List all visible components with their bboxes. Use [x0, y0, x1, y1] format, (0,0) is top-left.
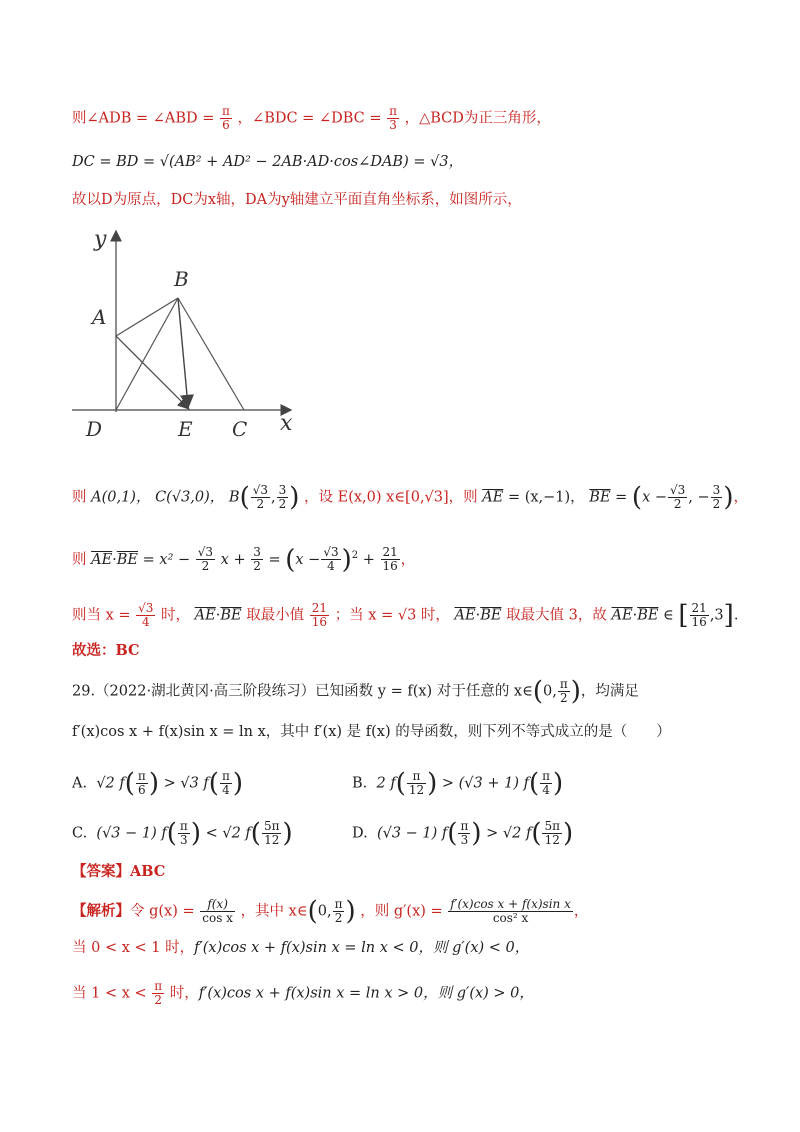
- coordinate-figure: [70, 220, 310, 450]
- question-29-line-1: 29.（2022·湖北黄冈·高三阶段练习）已知函数 y = f(x) 对于任意的 x∈(0, $\frac{\pi}{2}$ )，均满足: [72, 676, 639, 707]
- fraction: $\frac{\pi}{6}$: [222, 104, 230, 132]
- segment-AB: [116, 298, 178, 336]
- option-A[interactable]: A. √2 f( $\frac{\pi}{6}$ ) > √3 f( $\frac{\pi}{4}$ ): [72, 768, 243, 799]
- solution-extremes: 则当 x = $\frac{√3}{4}$ 时， $\overline{AE}\cdot\overline{BE}$ 取最小值 $\frac{21}{16}$ ；当 x = √3 时， $\overline{AE}\cdot\overline{BE}$ 取最大值 3，故 $\overline{AE}\cdot\overline{BE}$ ∈ [ $\frac{21}{16}$ ,3].: [72, 600, 739, 631]
- label-E: E: [178, 417, 193, 441]
- label-D: D: [86, 417, 103, 441]
- label-B: B: [174, 267, 189, 291]
- analysis-line-3: 当 1 < x < $\frac{\pi}{2}$ 时，f′(x)cos x + f(x)sin x = ln x > 0，则 g′(x) > 0，: [72, 979, 534, 1007]
- analysis-line-2: 当 0 < x < 1 时，f′(x)cos x + f(x)sin x = ln x < 0，则 g′(x) < 0，: [72, 940, 530, 956]
- segment-BC: [178, 298, 244, 410]
- option-C[interactable]: C. (√3 − 1) f( $\frac{\pi}{3}$ ) < √2 f( $\frac{5\pi}{12}$ ): [72, 818, 293, 849]
- question-29-line-2: f′(x)cos x + f(x)sin x = ln x，其中 f′(x) 是 f(x) 的导函数，则下列不等式成立的是（ ）: [72, 724, 671, 740]
- segment-DB: [116, 298, 178, 410]
- solution-line-3: 故以D为原点，DC为x轴，DA为y轴建立平面直角坐标系，如图所示，: [72, 192, 522, 208]
- option-B[interactable]: B. 2 f( $\frac{\pi}{12}$ ) > (√3 + 1) f( $\frac{\pi}{4}$ ): [352, 768, 564, 799]
- solution-line-1: 则∠ADB = ∠ABD = $\frac{\pi}{6}$ ，∠BDC = ∠DBC = $\frac{\pi}{3}$ ，△BCD为正三角形，: [72, 104, 551, 132]
- fraction: $\frac{\pi}{3}$: [389, 104, 397, 132]
- label-C: C: [232, 417, 248, 441]
- vector-BE: [178, 298, 188, 406]
- option-D[interactable]: D. (√3 − 1) f( $\frac{\pi}{3}$ ) > √2 f( $\frac{5\pi}{12}$ ): [352, 818, 574, 849]
- label-y: y: [94, 227, 107, 252]
- solution-coordinates: 则 A(0,1)， C(√3,0)， B( $\frac{√3}{2}$ , $\frac{3}{2}$ ) ，设 E(x,0) x∈[0,√3]，则 $\overline{AE} = (x,-1)$， $\overline{BE} = (x$ − $\frac{√3}{2}$ , − $\frac{3}{2}$ )，: [72, 482, 748, 513]
- label-x: x: [280, 411, 293, 436]
- analysis-line-1: 【解析】令 g(x) = $\frac{f(x)}{\text{cos x}}$ ，其中 x∈(0, $\frac{\pi}{2}$ ) ，则 g′(x) = $\frac{\text{f′(x)cos x + f(x)sin x}}{\text{cos² x}}$ ，: [72, 896, 589, 927]
- vector-AE: [116, 336, 188, 408]
- solution-line-2: DC = BD = √(AB² + AD² − 2AB·AD·cos∠DAB) = √3，: [72, 154, 464, 170]
- label-A: A: [92, 305, 107, 329]
- solution-dot-product: 则 $\overline{AE}\cdot\overline{BE} = x^2$ − $\frac{√3}{2}$ x + $\frac{3}{2}$ = (x − $\frac{√3}{4}$ )$^2$ + $\frac{21}{16}$ ，: [72, 544, 416, 575]
- previous-answer: 故选：BC: [72, 642, 140, 659]
- answer: 【答案】ABC: [72, 863, 166, 880]
